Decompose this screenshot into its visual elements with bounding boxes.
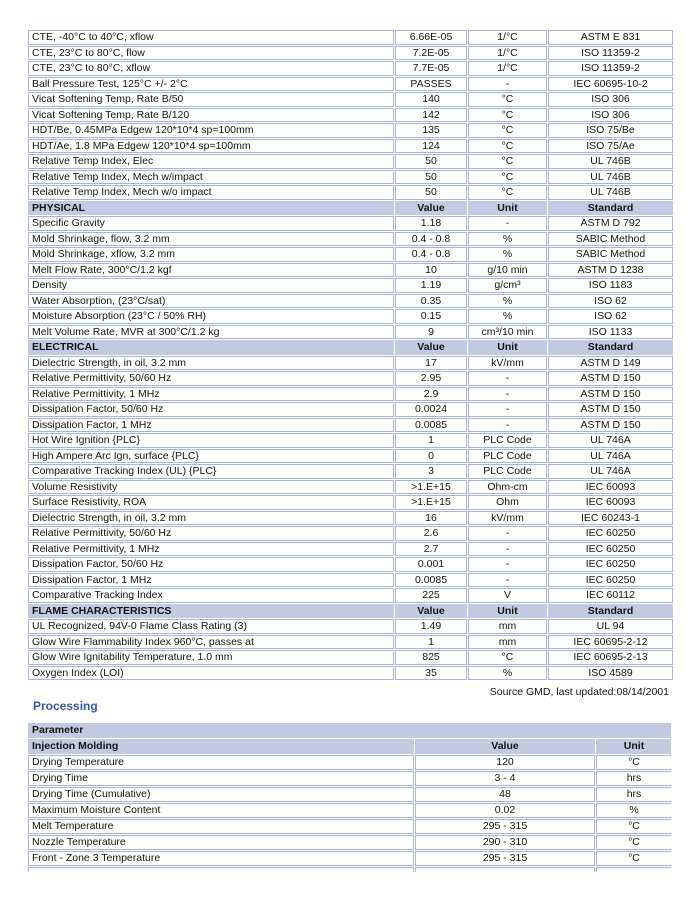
table-row — [28, 803, 671, 818]
unit-cell: g/cm³ — [468, 278, 547, 293]
table-row — [28, 46, 673, 61]
standard-cell: ISO 11359-2 — [548, 46, 673, 61]
column-header-unit: Unit — [468, 340, 547, 355]
property-cell: Volume Resistivity — [28, 480, 394, 495]
standard-cell: UL 746B — [548, 154, 673, 169]
section-header-row — [28, 340, 673, 355]
unit-cell: - — [468, 77, 547, 92]
unit-cell: 1/°C — [468, 46, 547, 61]
standard-cell: UL 746B — [548, 170, 673, 185]
unit-cell: °C — [468, 139, 547, 154]
value-cell: 50 — [395, 185, 467, 200]
unit-cell: PLC Code — [468, 433, 547, 448]
value-cell: 7.2E-05 — [395, 46, 467, 61]
section-header-row — [28, 201, 673, 216]
standard-cell: ISO 75/Be — [548, 123, 673, 138]
source-note: Source GMD, last updated:08/14/2001 — [489, 686, 669, 698]
value-cell: 6.66E-05 — [395, 30, 467, 45]
unit-cell: °C — [468, 170, 547, 185]
column-header-unit: Unit — [468, 201, 547, 216]
table-row — [28, 480, 673, 495]
property-cell: Melt Volume Rate, MVR at 300°C/1.2 kg — [28, 325, 394, 340]
value-cell: PASSES — [395, 77, 467, 92]
value-cell: 825 — [395, 650, 467, 665]
table-row — [28, 402, 673, 417]
standard-cell: ISO 62 — [548, 309, 673, 324]
standard-cell: ASTM D 150 — [548, 387, 673, 402]
table-row — [28, 771, 671, 786]
value-cell: 0.001 — [395, 557, 467, 572]
table-row — [28, 294, 673, 309]
unit-cell: % — [468, 666, 547, 681]
value-cell: 2.95 — [395, 371, 467, 386]
unit-cell: 1/°C — [468, 61, 547, 76]
standard-cell: ISO 4589 — [548, 666, 673, 681]
table-row — [28, 511, 673, 526]
table-row — [28, 464, 673, 479]
unit-cell: - — [468, 526, 547, 541]
parameter-cell: Maximum Moisture Content — [28, 803, 414, 818]
unit-cell: - — [468, 557, 547, 572]
unit-cell: Ohm — [468, 495, 547, 510]
property-cell: HDT/Be, 0.45MPa Edgew 120*10*4 sp=100mm — [28, 123, 394, 138]
table-row — [28, 418, 673, 433]
property-cell: Relative Permittivity, 1 MHz — [28, 387, 394, 402]
standard-cell: UL 746A — [548, 433, 673, 448]
section-title-cell: ELECTRICAL — [28, 340, 394, 355]
unit-cell: - — [468, 371, 547, 386]
property-cell: Glow Wire Ignitability Temperature, 1.0 mm — [28, 650, 394, 665]
value-cell: 16 — [395, 511, 467, 526]
value-cell: 290 - 310 — [415, 835, 595, 850]
table-row — [28, 216, 673, 231]
value-cell: 9 — [395, 325, 467, 340]
standard-cell: ASTM D 150 — [548, 402, 673, 417]
property-cell: Mold Shrinkage, flow, 3.2 mm — [28, 232, 394, 247]
value-cell: 0.0024 — [395, 402, 467, 417]
unit-cell: g/10 min — [468, 263, 547, 278]
unit-cell: - — [468, 418, 547, 433]
property-cell: Vicat Softening Temp, Rate B/50 — [28, 92, 394, 107]
table-row — [28, 247, 673, 262]
unit-cell: % — [468, 294, 547, 309]
standard-cell: ASTM D 149 — [548, 356, 673, 371]
processing-subheader-row — [28, 739, 671, 754]
unit-cell: PLC Code — [468, 464, 547, 479]
unit-cell: V — [468, 588, 547, 603]
table-row — [28, 526, 673, 541]
section-title-cell: FLAME CHARACTERISTICS — [28, 604, 394, 619]
processing-column-header-unit: Unit — [596, 739, 671, 754]
table-row — [28, 819, 671, 834]
standard-cell: UL 94 — [548, 619, 673, 634]
standard-cell: ISO 306 — [548, 92, 673, 107]
property-cell: Dielectric Strength, in oil, 3.2 mm — [28, 511, 394, 526]
value-cell: 48 — [415, 787, 595, 802]
unit-cell: °C — [596, 835, 671, 850]
processing-heading: Processing — [33, 699, 98, 713]
property-cell: Hot Wire Ignition {PLC} — [28, 433, 394, 448]
property-cell: Ball Pressure Test, 125°C +/- 2°C — [28, 77, 394, 92]
unit-cell: - — [468, 542, 547, 557]
value-cell: 17 — [395, 356, 467, 371]
table-row — [28, 619, 673, 634]
table-row — [28, 154, 673, 169]
unit-cell: mm — [468, 619, 547, 634]
standard-cell: IEC 60093 — [548, 495, 673, 510]
property-cell: Relative Permittivity, 1 MHz — [28, 542, 394, 557]
value-cell: 50 — [395, 154, 467, 169]
table-row — [28, 77, 673, 92]
property-cell: CTE, 23°C to 80°C, flow — [28, 46, 394, 61]
standard-cell: ISO 1133 — [548, 325, 673, 340]
value-cell: >1.E+15 — [395, 480, 467, 495]
value-cell: 3 - 4 — [415, 771, 595, 786]
table-row — [28, 108, 673, 123]
table-row — [28, 433, 673, 448]
unit-cell: - — [468, 387, 547, 402]
value-cell: 142 — [395, 108, 467, 123]
processing-table — [27, 722, 671, 872]
standard-cell: IEC 60695-10-2 — [548, 77, 673, 92]
unit-cell: % — [596, 803, 671, 818]
table-row — [28, 371, 673, 386]
unit-cell: % — [468, 309, 547, 324]
property-cell: Dissipation Factor, 1 MHz — [28, 573, 394, 588]
standard-cell: ASTM D 150 — [548, 418, 673, 433]
unit-cell: PLC Code — [468, 449, 547, 464]
table-row — [28, 542, 673, 557]
property-cell: Comparative Tracking Index — [28, 588, 394, 603]
table-row — [28, 232, 673, 247]
processing-column-header-value: Value — [415, 739, 595, 754]
property-cell: High Ampere Arc Ign, surface {PLC} — [28, 449, 394, 464]
column-header-value: Value — [395, 604, 467, 619]
parameter-cell: Front - Zone 3 Temperature — [28, 851, 414, 866]
property-cell: Water Absorption, (23°C/sat) — [28, 294, 394, 309]
column-header-standard: Standard — [548, 340, 673, 355]
parameter-cell: Melt Temperature — [28, 819, 414, 834]
value-cell: 35 — [395, 666, 467, 681]
property-cell: Melt Flow Rate, 300°C/1.2 kgf — [28, 263, 394, 278]
table-row — [28, 278, 673, 293]
clipped-partial-row — [28, 867, 671, 872]
processing-group-header-row — [28, 723, 671, 738]
value-cell: 0.0085 — [395, 573, 467, 588]
value-cell: 135 — [395, 123, 467, 138]
column-header-unit: Unit — [468, 604, 547, 619]
standard-cell: ISO 11359-2 — [548, 61, 673, 76]
value-cell: 120 — [415, 755, 595, 770]
table-row — [28, 851, 671, 866]
standard-cell: UL 746A — [548, 464, 673, 479]
unit-cell: hrs — [596, 787, 671, 802]
standard-cell: ASTM D 1238 — [548, 263, 673, 278]
value-cell: 1.19 — [395, 278, 467, 293]
value-cell: 7.7E-05 — [395, 61, 467, 76]
value-cell: 0 — [395, 449, 467, 464]
value-cell: 0.0085 — [395, 418, 467, 433]
table-row — [28, 573, 673, 588]
unit-cell: - — [468, 573, 547, 588]
table-row — [28, 495, 673, 510]
standard-cell: IEC 60243-1 — [548, 511, 673, 526]
table-row — [28, 635, 673, 650]
unit-cell: kV/mm — [468, 511, 547, 526]
table-row — [28, 309, 673, 324]
unit-cell: °C — [468, 108, 547, 123]
property-cell: HDT/Ae, 1.8 MPa Edgew 120*10*4 sp=100mm — [28, 139, 394, 154]
property-cell: Relative Temp Index, Mech w/impact — [28, 170, 394, 185]
standard-cell: ASTM E 831 — [548, 30, 673, 45]
standard-cell: ISO 75/Ae — [548, 139, 673, 154]
value-cell: 295 - 315 — [415, 819, 595, 834]
standard-cell: ISO 62 — [548, 294, 673, 309]
column-header-value: Value — [395, 201, 467, 216]
table-row — [28, 61, 673, 76]
value-cell: 0.4 - 0.8 — [395, 247, 467, 262]
unit-cell — [596, 867, 671, 872]
unit-cell: 1/°C — [468, 30, 547, 45]
property-cell: Dissipation Factor, 50/60 Hz — [28, 402, 394, 417]
value-cell: 0.02 — [415, 803, 595, 818]
table-row — [28, 123, 673, 138]
property-cell: UL Recognized, 94V-0 Flame Class Rating (3) — [28, 619, 394, 634]
standard-cell: SABIC Method — [548, 247, 673, 262]
column-header-value: Value — [395, 340, 467, 355]
unit-cell: °C — [596, 819, 671, 834]
table-row — [28, 30, 673, 45]
standard-cell: IEC 60695-2-13 — [548, 650, 673, 665]
table-row — [28, 356, 673, 371]
value-cell: 50 — [395, 170, 467, 185]
value-cell: 1 — [395, 635, 467, 650]
unit-cell: °C — [468, 154, 547, 169]
value-cell: 3 — [395, 464, 467, 479]
parameter-cell: Drying Temperature — [28, 755, 414, 770]
value-cell: 2.6 — [395, 526, 467, 541]
properties-table — [27, 29, 674, 681]
value-cell: 0.35 — [395, 294, 467, 309]
property-cell: Oxygen Index (LOI) — [28, 666, 394, 681]
column-header-standard: Standard — [548, 604, 673, 619]
value-cell: 140 — [395, 92, 467, 107]
property-cell: Mold Shrinkage, xflow, 3.2 mm — [28, 247, 394, 262]
unit-cell: hrs — [596, 771, 671, 786]
value-cell: 1 — [395, 433, 467, 448]
property-cell: Surface Resistivity, ROA — [28, 495, 394, 510]
table-row — [28, 755, 671, 770]
standard-cell: IEC 60695-2-12 — [548, 635, 673, 650]
standard-cell: IEC 60250 — [548, 557, 673, 572]
property-cell: Vicat Softening Temp, Rate B/120 — [28, 108, 394, 123]
unit-cell: Ohm-cm — [468, 480, 547, 495]
unit-cell: °C — [596, 755, 671, 770]
unit-cell: kV/mm — [468, 356, 547, 371]
value-cell: 10 — [395, 263, 467, 278]
value-cell: 225 — [395, 588, 467, 603]
standard-cell: UL 746B — [548, 185, 673, 200]
table-row — [28, 185, 673, 200]
table-row — [28, 650, 673, 665]
value-cell: 1.49 — [395, 619, 467, 634]
value-cell: 2.7 — [395, 542, 467, 557]
value-cell — [415, 867, 595, 872]
unit-cell: °C — [468, 650, 547, 665]
table-row — [28, 92, 673, 107]
parameter-cell: Drying Time — [28, 771, 414, 786]
table-row — [28, 588, 673, 603]
standard-cell: ASTM D 792 — [548, 216, 673, 231]
property-cell: Relative Permittivity, 50/60 Hz — [28, 371, 394, 386]
unit-cell: °C — [468, 92, 547, 107]
standard-cell: IEC 60250 — [548, 573, 673, 588]
unit-cell: % — [468, 247, 547, 262]
property-cell: Relative Temp Index, Mech w/o impact — [28, 185, 394, 200]
property-cell: Relative Temp Index, Elec — [28, 154, 394, 169]
property-cell: Dissipation Factor, 1 MHz — [28, 418, 394, 433]
property-cell: Dielectric Strength, in oil, 3.2 mm — [28, 356, 394, 371]
property-cell: Moisture Absorption (23°C / 50% RH) — [28, 309, 394, 324]
processing-group-header-cell: Parameter — [28, 723, 671, 738]
value-cell: 124 — [395, 139, 467, 154]
table-row — [28, 139, 673, 154]
standard-cell: UL 746A — [548, 449, 673, 464]
value-cell: 2.9 — [395, 387, 467, 402]
table-row — [28, 325, 673, 340]
standard-cell: IEC 60093 — [548, 480, 673, 495]
value-cell: 295 - 315 — [415, 851, 595, 866]
property-cell: CTE, -40°C to 40°C, xflow — [28, 30, 394, 45]
value-cell: >1.E+15 — [395, 495, 467, 510]
property-cell: CTE, 23°C to 80°C, xflow — [28, 61, 394, 76]
standard-cell: IEC 60112 — [548, 588, 673, 603]
standard-cell: ISO 1183 — [548, 278, 673, 293]
property-cell: Comparative Tracking Index (UL) {PLC} — [28, 464, 394, 479]
column-header-standard: Standard — [548, 201, 673, 216]
standard-cell: IEC 60250 — [548, 542, 673, 557]
unit-cell: - — [468, 216, 547, 231]
property-cell: Specific Gravity — [28, 216, 394, 231]
property-cell: Density — [28, 278, 394, 293]
value-cell: 0.15 — [395, 309, 467, 324]
unit-cell: % — [468, 232, 547, 247]
table-row — [28, 666, 673, 681]
standard-cell: SABIC Method — [548, 232, 673, 247]
unit-cell: cm³/10 min — [468, 325, 547, 340]
standard-cell: ASTM D 150 — [548, 371, 673, 386]
table-row — [28, 835, 671, 850]
unit-cell: - — [468, 402, 547, 417]
parameter-cell — [28, 867, 414, 872]
value-cell: 0.4 - 0.8 — [395, 232, 467, 247]
standard-cell: ISO 306 — [548, 108, 673, 123]
table-row — [28, 557, 673, 572]
processing-table-section — [27, 722, 671, 872]
table-row — [28, 787, 671, 802]
standard-cell: IEC 60250 — [548, 526, 673, 541]
table-row — [28, 170, 673, 185]
unit-cell: °C — [468, 123, 547, 138]
unit-cell: °C — [468, 185, 547, 200]
unit-cell: mm — [468, 635, 547, 650]
property-cell: Relative Permittivity, 50/60 Hz — [28, 526, 394, 541]
processing-subheader-name: Injection Molding — [28, 739, 414, 754]
section-title-cell: PHYSICAL — [28, 201, 394, 216]
table-row — [28, 387, 673, 402]
section-header-row — [28, 604, 673, 619]
table-row — [28, 449, 673, 464]
unit-cell: °C — [596, 851, 671, 866]
parameter-cell: Drying Time (Cumulative) — [28, 787, 414, 802]
properties-table-section — [27, 29, 674, 681]
value-cell: 1.18 — [395, 216, 467, 231]
parameter-cell: Nozzle Temperature — [28, 835, 414, 850]
table-row — [28, 263, 673, 278]
property-cell: Dissipation Factor, 50/60 Hz — [28, 557, 394, 572]
property-cell: Glow Wire Flammability Index 960°C, passes at — [28, 635, 394, 650]
